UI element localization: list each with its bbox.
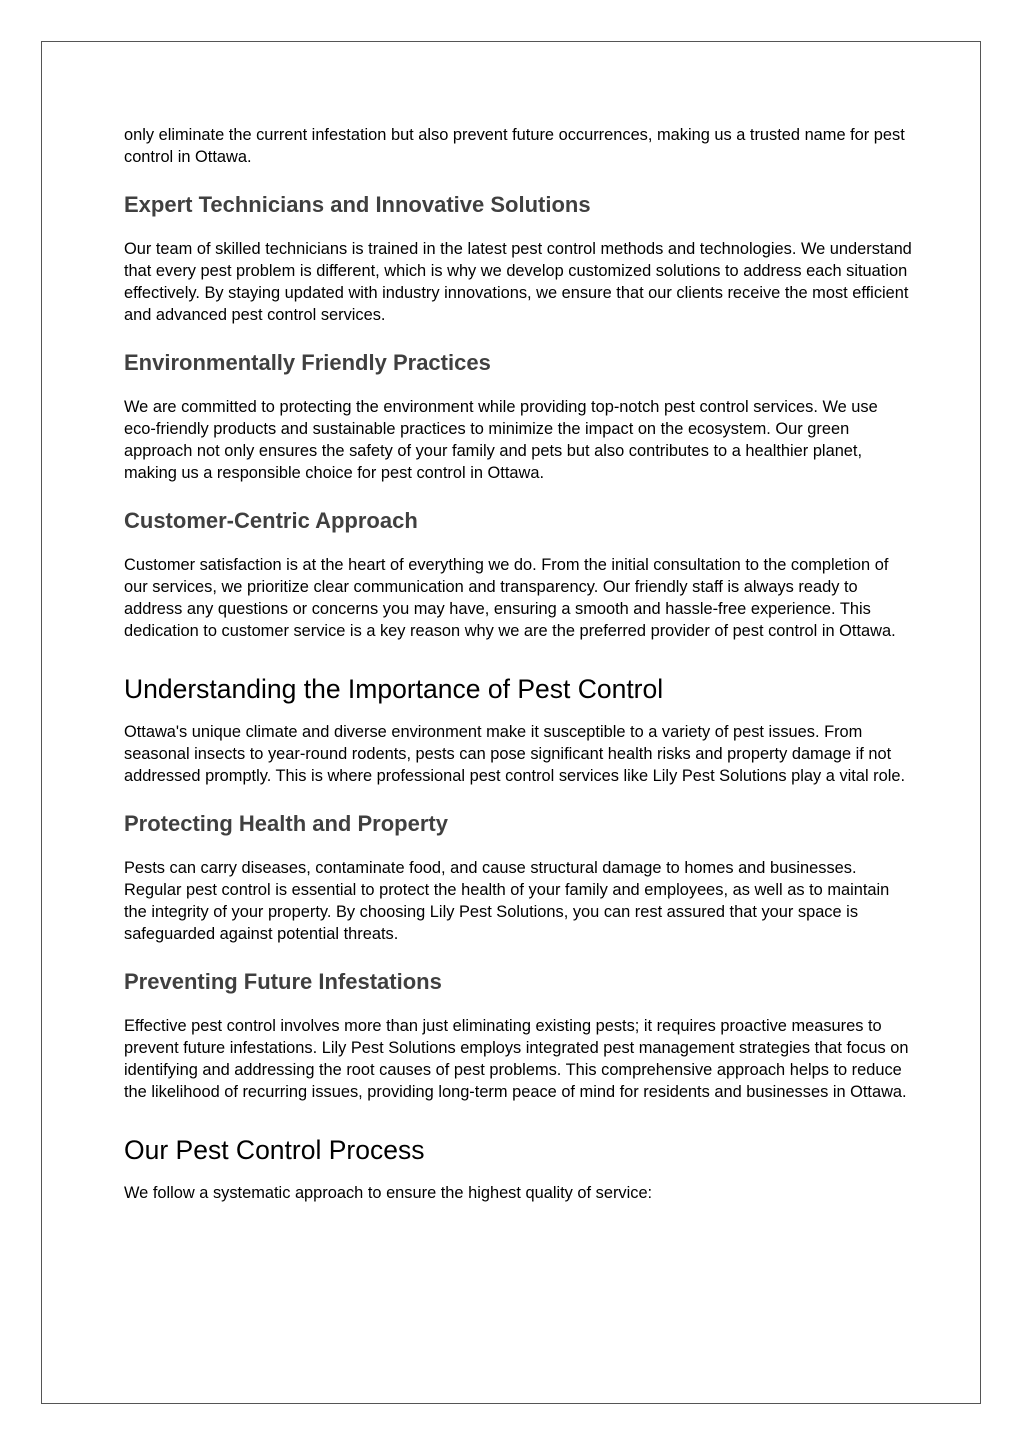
- section-heading-environmentally-friendly: Environmentally Friendly Practices: [124, 350, 491, 375]
- section-body-protecting-health: Pests can carry diseases, contaminate food, and cause structural damage to homes and businesses. Regular pest control is essential to protect the health of your family and employees, as well as to maintain the integrity of your property. By choosing Lily Pest Solutions, you can rest assured that your space is safeguarded against potential threats.: [124, 859, 890, 943]
- section-body-expert-technicians: Our team of skilled technicians is trained in the latest pest control methods and technologies. We understand that every pest problem is different, which is why we develop customized solutions to address each situation effectively. By staying updated with industry innovations, we ensure that our clients receive the most efficient and advanced pest control services.: [124, 240, 912, 324]
- chapter-body-importance: Ottawa's unique climate and diverse environment make it susceptible to a variety of pest issues. From seasonal insects to year-round rodents, pests can pose significant health risks and property damage if not addressed promptly. This is where professional pest control services like Lily Pest Solutions play a vital role.: [124, 723, 906, 785]
- section-body-environmentally-friendly: We are committed to protecting the environment while providing top-notch pest control services. We use eco-friendly products and sustainable practices to minimize the impact on the ecosystem. Our green approach not only ensures the safety of your family and pets but also contributes to a healthier planet, making us a responsible choice for pest control in Ottawa.: [124, 398, 878, 482]
- chapter-title-importance: Understanding the Importance of Pest Control: [124, 674, 664, 704]
- section-heading-preventing-infestations: Preventing Future Infestations: [124, 969, 442, 994]
- section-body-customer-centric: Customer satisfaction is at the heart of everything we do. From the initial consultation to the completion of our services, we prioritize clear communication and transparency. Our friendly staff is always ready to address any questions or concerns you may have, ensuring a smooth and hassle-free experience. This dedication to customer service is a key reason why we are the preferred provider of pest control in Ottawa.: [124, 556, 896, 640]
- document-body: [124, 124, 914, 1204]
- chapter-title-process: Our Pest Control Process: [124, 1135, 425, 1165]
- section-heading-customer-centric: Customer-Centric Approach: [124, 508, 418, 533]
- section-heading-expert-technicians: Expert Technicians and Innovative Solutions: [124, 192, 591, 217]
- section-body-preventing-infestations: Effective pest control involves more than just eliminating existing pests; it requires proactive measures to prevent future infestations. Lily Pest Solutions employs integrated pest management strategies that focus on identifying and addressing the root causes of pest problems. This comprehensive approach helps to reduce the likelihood of recurring issues, providing long-term peace of mind for residents and businesses in Ottawa.: [124, 1017, 909, 1101]
- chapter-body-process: We follow a systematic approach to ensure the highest quality of service:: [124, 1184, 653, 1202]
- intro-paragraph: only eliminate the current infestation but also prevent future occurrences, making us a trusted name for pest control in Ottawa.: [124, 126, 905, 166]
- section-heading-protecting-health: Protecting Health and Property: [124, 811, 448, 836]
